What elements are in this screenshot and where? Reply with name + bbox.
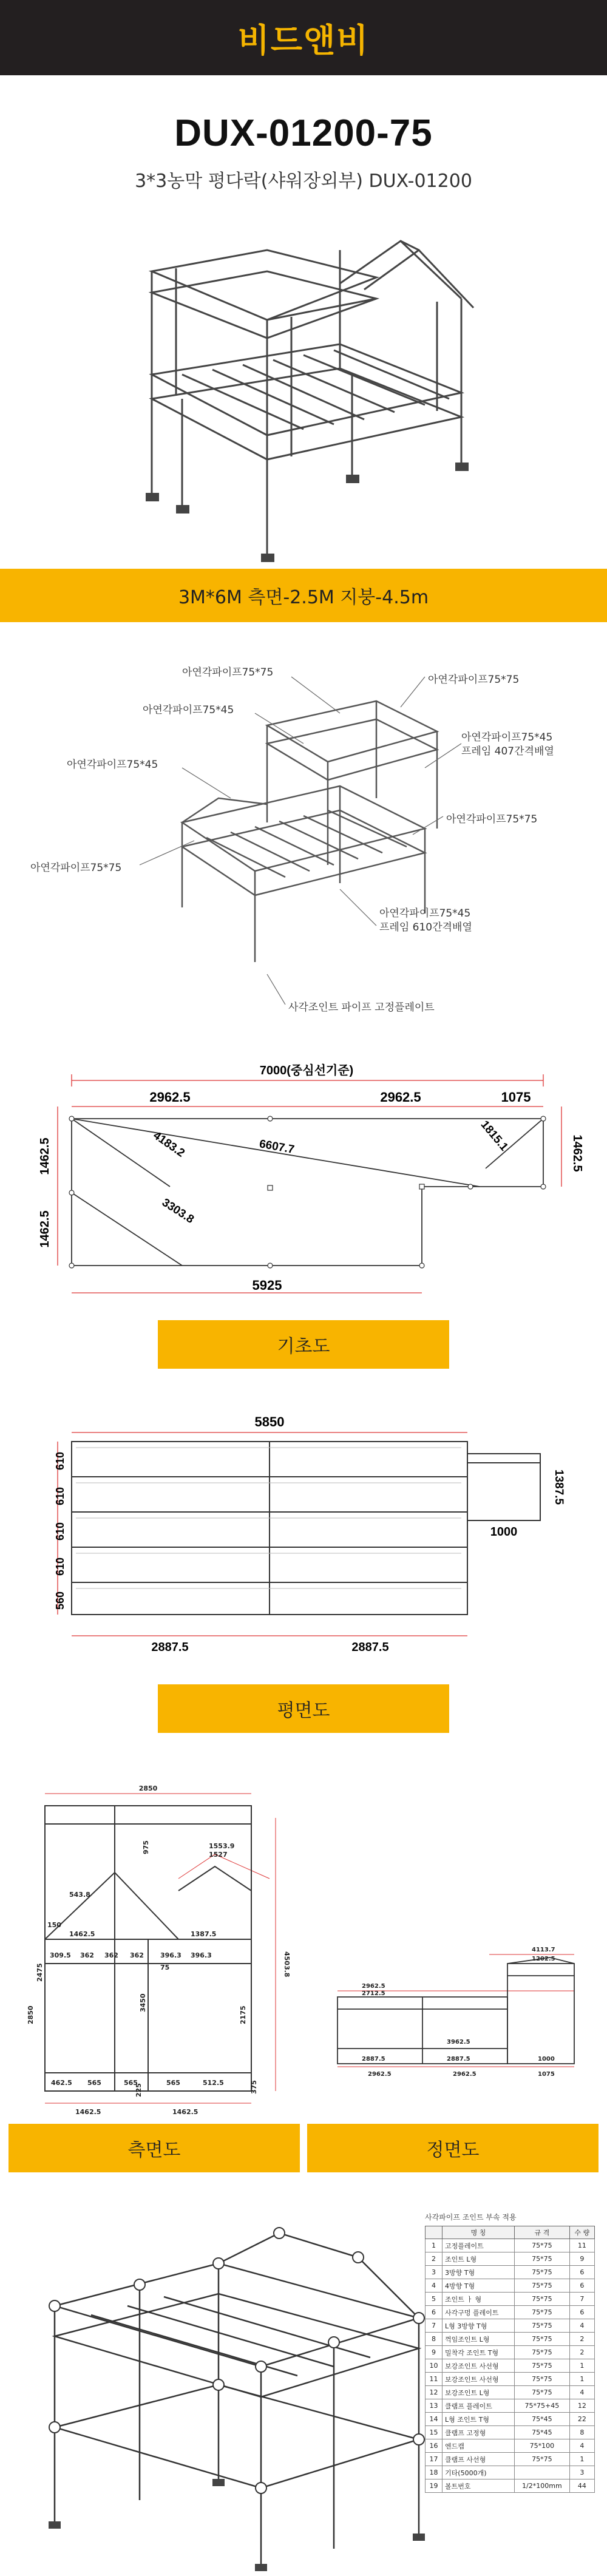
foundation-label: 기초도 [158,1320,449,1369]
parts-cell: 1/2*100mm [514,2479,569,2493]
sd-225: 225 [135,2083,143,2097]
parts-row [426,2293,595,2306]
parts-cell: 16 [426,2439,443,2453]
parts-cell: 볼트번호 [443,2479,515,2493]
parts-cell: 2 [426,2252,443,2266]
parts-cell: 3 [569,2466,594,2479]
fr-t6: 2887.5 [362,2056,385,2062]
callout-2: 아연각파이프75*75 [428,674,520,686]
parts-cell: 75*75 [514,2239,569,2252]
fd-diag4: 3303.8 [159,1196,197,1227]
parts-table [425,2226,595,2493]
parts-header-cell: 수 량 [569,2226,594,2239]
parts-row [426,2333,595,2346]
header-bar [0,0,607,75]
sd-150: 150 [47,1921,61,1929]
parts-row [426,2386,595,2399]
product-subtitle: 3*3농막 평다락(샤워장외부) DUX-01200 [135,171,472,192]
parts-row [426,2266,595,2279]
sd-1462a: 1462.5 [69,1930,95,1938]
fr-t10: 2962.5 [453,2071,476,2078]
fr-t3: 2962.5 [362,1983,385,1990]
sd-bb2: 1462.5 [172,2108,198,2116]
parts-cell: 2 [569,2333,594,2346]
parts-cell: 5 [426,2293,443,2306]
parts-cell: 4 [569,2319,594,2333]
front-drawing [307,1781,599,2121]
parts-cell: L형 3방향 T형 [443,2319,515,2333]
fr-t7: 2887.5 [447,2056,470,2062]
sd-b4: 565 [166,2079,180,2087]
callout-1: 아연각파이프75*75 [182,666,274,679]
brand-logo: 비드앤비 [237,21,370,59]
side-label: 측면도 [8,2124,300,2172]
elevations-row [0,1781,607,2172]
front-label: 정면도 [307,2124,599,2172]
parts-cell: 75*75 [514,2279,569,2293]
plan-left-2: 610 [54,1486,66,1506]
sd-b5: 512.5 [203,2079,224,2087]
sd-b2: 565 [87,2079,101,2087]
parts-cell: 75*75 [514,2373,569,2386]
parts-cell: 22 [569,2413,594,2426]
sd-1553: 1553.9 [209,1842,235,1850]
assembly-section [0,2197,607,2573]
sd-75: 75 [160,1964,170,1971]
sd-1527: 1527 [209,1851,228,1859]
parts-header-cell: 명 칭 [443,2226,515,2239]
plan-right: 1387.5 [552,1469,565,1505]
plan-ext: 1000 [490,1525,518,1539]
parts-row [426,2426,595,2439]
parts-cell: 4방향 T형 [443,2279,515,2293]
sd-row-1: 309.5 [50,1951,71,1959]
parts-cell: 4 [569,2439,594,2453]
parts-row [426,2359,595,2373]
fd-diag3: 1815.1 [478,1118,510,1154]
parts-cell: 75*75+45 [514,2399,569,2413]
side-drawing [8,1781,300,2121]
parts-cell: 고정플레이트 [443,2239,515,2252]
sd-top: 2850 [138,1785,158,1792]
plan-left-4: 610 [54,1557,66,1576]
parts-cell: L형 조인트 T형 [443,2413,515,2426]
parts-row [426,2252,595,2266]
parts-row [426,2239,595,2252]
fd-bottom: 5925 [252,1278,282,1293]
parts-cell: 75*75 [514,2386,569,2399]
parts-cell: 10 [426,2359,443,2373]
sd-h2475: 2475 [36,1963,44,1982]
parts-cell: 7 [569,2293,594,2306]
fd-d1: 2962.5 [149,1090,191,1105]
parts-cell: 4 [426,2279,443,2293]
parts-cell: 기타(5000개) [443,2466,515,2479]
parts-cell: 1 [569,2373,594,2386]
sd-h2850: 2850 [27,2005,35,2024]
parts-row [426,2279,595,2293]
parts-cell: 17 [426,2453,443,2466]
sd-h3450: 3450 [139,1993,147,2012]
callout-4a: 아연각파이프75*45 [461,731,553,744]
parts-cell: 7 [426,2319,443,2333]
parts-cell: 8 [569,2426,594,2439]
parts-cell: 보강조인트 사선형 [443,2373,515,2386]
parts-cell: 18 [426,2466,443,2479]
fd-diag1: 4183.2 [151,1129,187,1160]
parts-cell: 12 [569,2399,594,2413]
parts-row [426,2453,595,2466]
parts-cell: 75*75 [514,2453,569,2466]
sd-row-2: 362 [80,1951,94,1959]
fr-t1: 4113.7 [532,1947,555,1953]
parts-cell: 3방향 T형 [443,2266,515,2279]
parts-row [426,2319,595,2333]
parts-header-cell: 규 격 [514,2226,569,2239]
callout-9: 사각조인트 파이프 고정플레이트 [288,1002,435,1014]
parts-cell: 보강조인트 사선형 [443,2359,515,2373]
parts-cell: 75*45 [514,2426,569,2439]
parts-cell: 75*75 [514,2266,569,2279]
parts-cell: 75*75 [514,2346,569,2359]
parts-cell: 클램프 고정형 [443,2426,515,2439]
product-model: DUX-01200-75 [174,112,433,154]
parts-cell: 75*75 [514,2333,569,2346]
plan-b2: 2887.5 [351,1641,389,1654]
parts-cell: 75*75 [514,2306,569,2319]
parts-cell: 12 [426,2386,443,2399]
product-title-block [0,75,607,192]
isometric-structure-drawing [0,192,607,569]
parts-table-title: 사각파이프 조인트 부속 적용 [425,2213,517,2222]
fr-t5: 3962.5 [447,2039,470,2046]
parts-row [426,2466,595,2479]
parts-cell: 11 [426,2373,443,2386]
parts-cell: 44 [569,2479,594,2493]
plan-left-5: 560 [54,1591,66,1610]
parts-cell: 꺽임조인트 L형 [443,2333,515,2346]
fr-t8: 1000 [538,2056,555,2062]
sd-b1: 462.5 [51,2079,72,2087]
parts-cell: 2 [569,2346,594,2359]
parts-cell: 보강조인트 L형 [443,2386,515,2399]
parts-table-block [425,2212,595,2493]
callout-5: 아연각파이프75*45 [67,759,158,771]
spec-band: 3M*6M 측면-2.5M 지붕-4.5m [0,569,607,622]
parts-cell: 8 [426,2333,443,2346]
parts-row [426,2439,595,2453]
parts-cell: 1 [569,2359,594,2373]
callout-4b: 프레임 407간격배열 [461,745,554,758]
sd-h2175: 2175 [239,2005,247,2024]
parts-cell: 19 [426,2479,443,2493]
parts-cell: 밀착각 조인트 T형 [443,2346,515,2359]
plan-left-3: 610 [54,1522,66,1541]
parts-cell: 6 [569,2306,594,2319]
parts-cell: 1 [426,2239,443,2252]
parts-cell: 9 [569,2252,594,2266]
parts-cell: 75*75 [514,2319,569,2333]
sd-h4503: 4503.8 [283,1951,291,1978]
plan-b1: 2887.5 [151,1641,189,1654]
parts-cell: 조인트 L형 [443,2252,515,2266]
side-elevation [8,1781,300,2172]
parts-cell: 15 [426,2426,443,2439]
parts-cell: 9 [426,2346,443,2359]
parts-cell: 클램프 사선형 [443,2453,515,2466]
sd-row-6: 396.3 [191,1951,212,1959]
parts-row [426,2479,595,2493]
fd-diag2: 6607.7 [258,1137,296,1156]
parts-cell: 4 [569,2386,594,2399]
fr-t9: 2962.5 [368,2071,392,2078]
fd-d3: 1075 [501,1090,531,1105]
callout-8a: 아연각파이프75*45 [379,907,471,920]
assembly-drawing [18,2197,437,2573]
parts-cell: 75*75 [514,2293,569,2306]
sd-row-4: 362 [130,1951,144,1959]
plan-left-1: 610 [54,1451,66,1471]
fr-t2: 1202.5 [532,1956,555,1962]
callout-7: 아연각파이프75*75 [30,862,122,874]
parts-cell: 13 [426,2399,443,2413]
parts-cell: 75*45 [514,2413,569,2426]
sd-375: 375 [250,2080,258,2094]
parts-cell: 14 [426,2413,443,2426]
parts-row [426,2346,595,2359]
fd-d2: 2962.5 [380,1090,421,1105]
fr-t4: 2712.5 [362,1990,385,1997]
parts-cell: 75*100 [514,2439,569,2453]
sd-bb1: 1462.5 [75,2108,101,2116]
plan-drawing [0,1405,607,1660]
labeled-structure-drawing [0,622,607,1047]
sd-row-5: 396.3 [160,1951,181,1959]
parts-cell: 1 [569,2453,594,2466]
parts-cell: 6 [569,2266,594,2279]
callout-3: 아연각파이프75*45 [143,704,234,716]
parts-row [426,2373,595,2386]
fd-right1: 1462.5 [571,1134,584,1172]
parts-cell [514,2466,569,2479]
sd-1387: 1387.5 [191,1930,217,1938]
parts-cell: 사각구멍 플레이트 [443,2306,515,2319]
sd-b3: 565 [124,2079,138,2087]
fd-left2: 1462.5 [38,1210,52,1248]
foundation-drawing [0,1047,607,1308]
parts-cell: 75*75 [514,2252,569,2266]
sd-row-3: 362 [104,1951,118,1959]
sd-975: 975 [142,1840,150,1854]
parts-row [426,2413,595,2426]
parts-row [426,2399,595,2413]
plan-top: 5850 [254,1414,285,1429]
parts-header-cell [426,2226,443,2239]
parts-cell: 75*75 [514,2359,569,2373]
fd-top: 7000(중심선기준) [259,1064,354,1077]
parts-row [426,2306,595,2319]
sd-543: 543.8 [69,1891,90,1899]
fd-left1: 1462.5 [38,1137,52,1175]
parts-cell: 조인트 ㅏ 형 [443,2293,515,2306]
callout-8b: 프레임 610간격배열 [379,921,472,934]
plan-label: 평면도 [158,1684,449,1733]
fr-t11: 1075 [538,2071,555,2078]
front-elevation [307,1781,599,2172]
parts-cell: 클램프 플레이트 [443,2399,515,2413]
parts-cell: 11 [569,2239,594,2252]
parts-cell: 엔드캡 [443,2439,515,2453]
parts-cell: 6 [569,2279,594,2293]
parts-cell: 3 [426,2266,443,2279]
callout-6: 아연각파이프75*75 [446,813,538,825]
parts-cell: 6 [426,2306,443,2319]
